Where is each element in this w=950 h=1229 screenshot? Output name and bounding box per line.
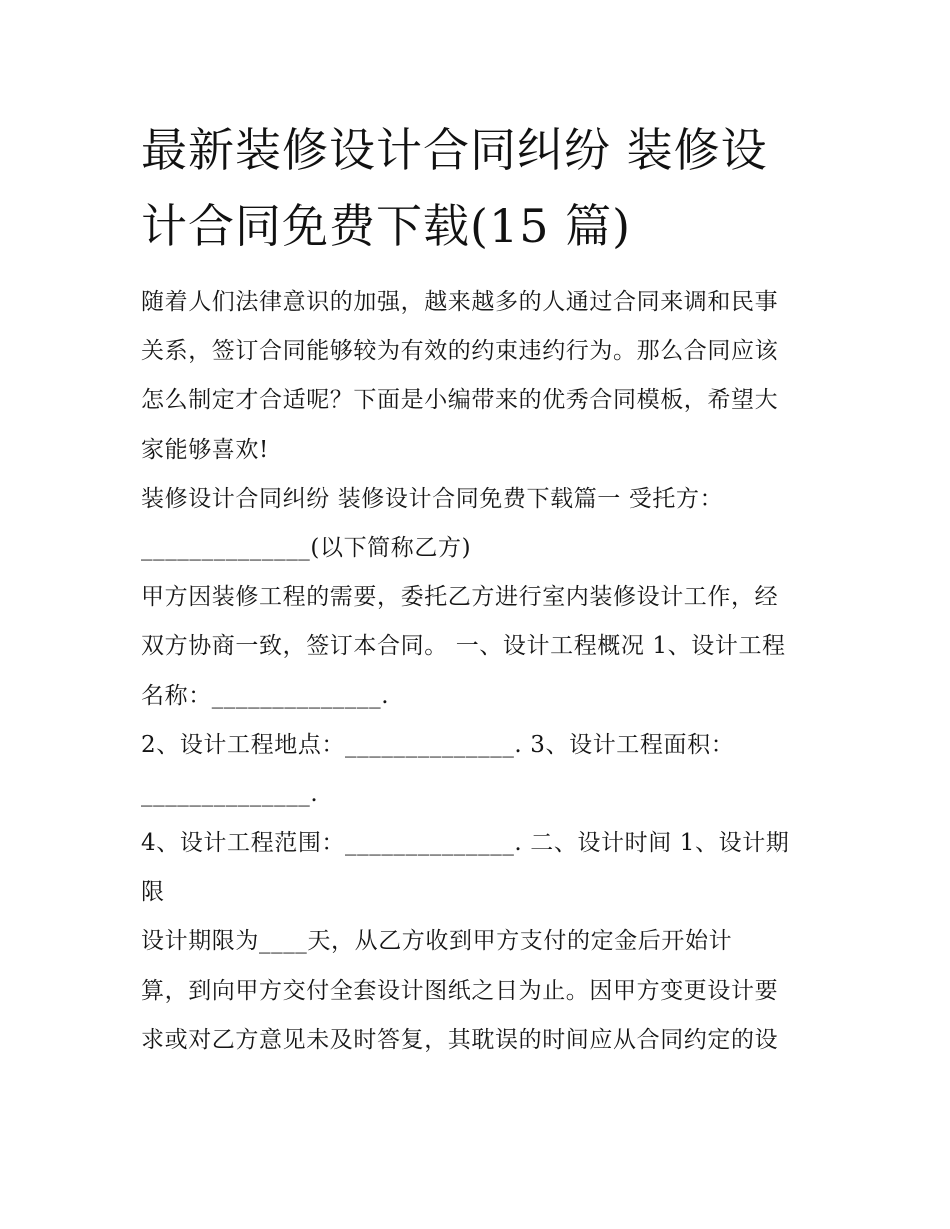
body-line: 甲方因装修工程的需要，委托乙方进行室内装修设计工作，经 xyxy=(141,584,779,611)
body-line: 算，到向甲方交付全套设计图纸之日为止。因甲方变更设计要 xyxy=(141,977,779,1004)
title-line: 计合同免费下载(15 篇) xyxy=(141,199,632,253)
body-line: 设计期限为____天，从乙方收到甲方支付的定金后开始计 xyxy=(141,928,733,955)
title-line: 最新装修设计合同纠纷 装修设 xyxy=(141,123,768,177)
document-body xyxy=(141,278,821,1065)
body-line: 名称：______________. xyxy=(141,682,390,709)
body-line: 求或对乙方意见未及时答复，其耽误的时间应从合同约定的设 xyxy=(141,1026,779,1053)
body-line: 装修设计合同纠纷 装修设计合同免费下载篇一 受托方： xyxy=(141,485,724,512)
body-line: 双方协商一致，签订本合同。 一、设计工程概况 1、设计工程 xyxy=(141,633,786,660)
document-title xyxy=(141,112,821,264)
body-line: ______________(以下简称乙方) xyxy=(141,534,472,561)
body-line: 限 xyxy=(141,879,165,906)
body-line: 4、设计工程范围：______________. 二、设计时间 1、设计期 xyxy=(141,830,790,857)
body-line: 2、设计工程地点：______________. 3、设计工程面积： xyxy=(141,731,735,758)
body-line: 随着人们法律意识的加强，越来越多的人通过合同来调和民事 xyxy=(141,289,779,315)
body-line: 怎么制定才合适呢？下面是小编带来的优秀合同模板，希望大 xyxy=(141,387,779,414)
body-line: 家能够喜欢! xyxy=(141,436,269,463)
body-line: 关系，签订合同能够较为有效的约束违约行为。那么合同应该 xyxy=(141,338,779,365)
body-line: ______________. xyxy=(141,780,319,807)
